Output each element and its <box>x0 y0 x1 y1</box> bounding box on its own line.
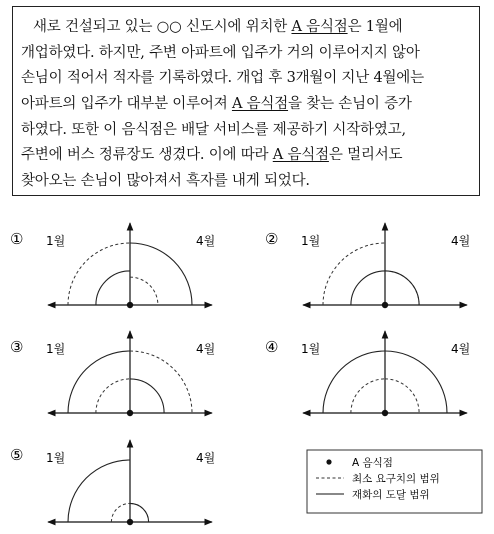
option-3-diagram <box>10 331 215 416</box>
restaurant-dot <box>382 302 388 308</box>
april-threshold-arc <box>130 351 192 413</box>
passage-text: 은 1월에 <box>347 19 403 35</box>
january-threshold-arc <box>96 379 130 413</box>
month-label-left: 1월 <box>46 342 66 356</box>
april-range-arc <box>385 351 447 413</box>
restaurant-dot <box>382 410 388 416</box>
january-threshold-arc <box>323 243 385 305</box>
passage-text: 은 멀리서도 <box>328 147 403 163</box>
legend <box>307 450 482 513</box>
january-range-arc <box>68 351 130 413</box>
month-label-right: 4월 <box>196 342 216 356</box>
passage-text: 새로 건설되고 있는 ○○ 신도시에 위치한 <box>33 19 292 35</box>
restaurant-name-underlined: A 음식점 <box>291 19 348 35</box>
option-2-diagram <box>265 223 470 308</box>
option-number: ① <box>10 230 24 248</box>
legend-label: 재화의 도달 범위 <box>352 489 430 501</box>
passage-text: 주변에 버스 정류장도 생겼다. 이에 따라 <box>21 147 273 163</box>
april-range-arc <box>130 243 192 305</box>
january-range-arc <box>68 460 130 522</box>
april-threshold-arc <box>385 271 419 305</box>
restaurant-dot <box>127 302 133 308</box>
january-threshold-arc <box>351 379 385 413</box>
passage-text: 아파트의 입주가 대부분 이루어져 <box>21 96 232 112</box>
april-range-arc <box>130 379 164 413</box>
passage-text: 하였다. 또한 이 음식점은 배달 서비스를 제공하기 시작하였고, <box>21 122 406 138</box>
january-threshold-arc <box>68 243 130 305</box>
option-4-diagram <box>265 331 470 416</box>
legend-label: A 음식점 <box>352 457 393 469</box>
legend-label: 최소 요구치의 범위 <box>352 473 440 485</box>
month-label-left: 1월 <box>301 342 321 356</box>
restaurant-dot <box>127 410 133 416</box>
restaurant-name-underlined: A 음식점 <box>272 147 329 163</box>
april-threshold-arc <box>130 277 158 305</box>
option-5-diagram <box>10 440 215 525</box>
option-1-diagram <box>10 223 215 308</box>
passage-text: 찾아오는 손님이 많아져서 흑자를 내게 되었다. <box>21 173 310 189</box>
option-number: ② <box>265 230 279 248</box>
restaurant-name-underlined: A 음식점 <box>231 96 289 112</box>
month-label-left: 1월 <box>301 234 321 248</box>
january-range-arc <box>96 271 130 305</box>
passage-text: 개업하였다. 하지만, 주변 아파트에 입주가 거의 이루어지지 않아 <box>21 45 420 61</box>
passage-text: 을 찾는 손님이 증가 <box>288 96 412 112</box>
april-range-arc <box>130 503 149 522</box>
april-threshold-arc <box>385 379 419 413</box>
option-number: ④ <box>265 338 279 356</box>
month-label-right: 4월 <box>451 342 471 356</box>
passage-text: 손님이 적어서 적자를 기록하였다. 개업 후 3개월이 지난 4월에는 <box>21 70 424 86</box>
month-label-left: 1월 <box>46 451 66 465</box>
month-label-right: 4월 <box>196 451 216 465</box>
january-range-arc <box>351 271 385 305</box>
january-threshold-arc <box>111 503 130 522</box>
month-label-left: 1월 <box>46 234 66 248</box>
option-number: ③ <box>10 338 24 356</box>
legend-dot-symbol <box>326 459 331 464</box>
option-number: ⑤ <box>10 446 24 464</box>
month-label-right: 4월 <box>196 234 216 248</box>
restaurant-dot <box>127 519 133 525</box>
month-label-right: 4월 <box>451 234 471 248</box>
january-range-arc <box>323 351 385 413</box>
